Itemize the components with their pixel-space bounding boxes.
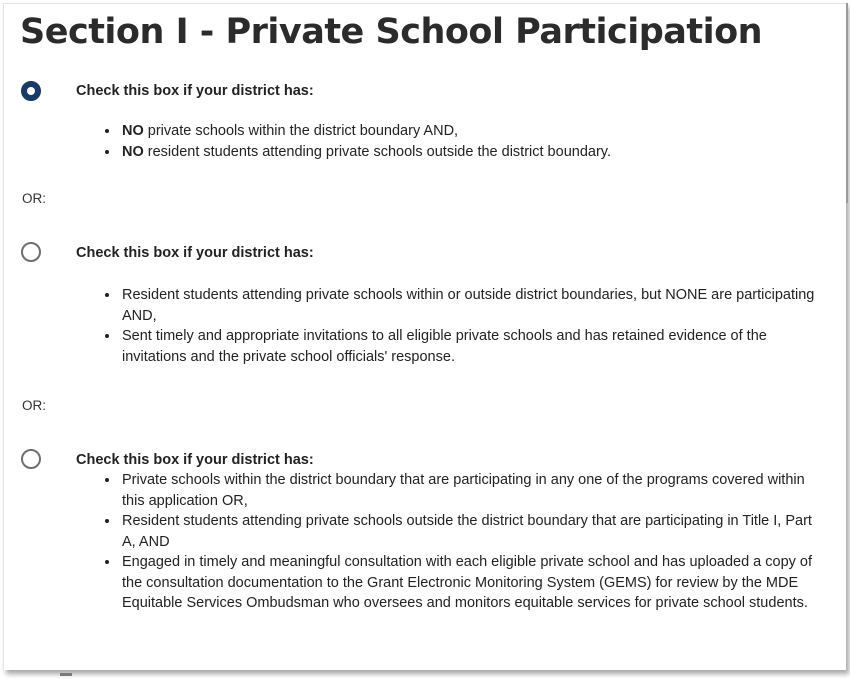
list-item: • Sent timely and appropriate invitations to all eligible private schools and has retained evidence of the invitations and the private school officials' response. xyxy=(120,326,820,367)
list-item: • Private schools within the district boundary that are participating in any one of the programs covered within this application OR, xyxy=(120,470,820,511)
radio-option-1[interactable] xyxy=(21,81,41,101)
or-separator: OR: xyxy=(22,398,47,413)
section-title: Section I - Private School Participation xyxy=(20,12,763,52)
list-item: • NO resident students attending private schools outside the district boundary. xyxy=(120,142,820,163)
panel-edge xyxy=(846,3,848,203)
radio-option-2[interactable] xyxy=(21,242,41,262)
or-separator: OR: xyxy=(22,191,47,206)
option-label: Check this box if your district has: xyxy=(76,452,314,468)
list-item: • Resident students attending private schools outside the district boundary that are participating in Title I, Part A, AND xyxy=(120,511,820,552)
option-bullet-list xyxy=(96,121,820,162)
list-item: • Engaged in timely and meaningful consultation with each eligible private school and has uploaded a copy of the consultation documentation to the Grant Electronic Monitoring System (GEMS) for review by the MDE Equitable Services Ombudsman who oversees and monitors equitable services for private school students. xyxy=(120,552,820,614)
radio-option-3[interactable] xyxy=(21,449,41,469)
option-label: Check this box if your district has: xyxy=(76,83,314,99)
option-bullet-list xyxy=(96,470,820,614)
option-bullet-list xyxy=(96,285,820,367)
list-item: • NO private schools within the district boundary AND, xyxy=(120,121,820,142)
option-label: Check this box if your district has: xyxy=(76,245,314,261)
list-item: • Resident students attending private schools within or outside district boundaries, but NONE are participating AND, xyxy=(120,285,820,326)
panel-edge-mark xyxy=(60,673,72,676)
